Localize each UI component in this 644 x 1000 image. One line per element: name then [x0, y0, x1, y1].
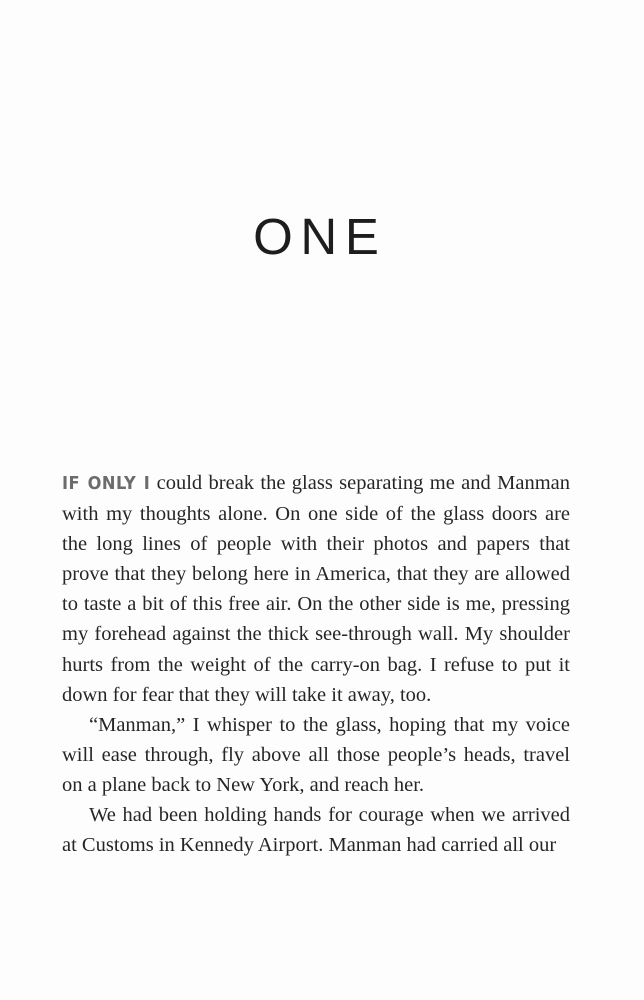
lead-in-phrase: IF ONLY I	[62, 473, 151, 494]
paragraph: “Manman,” I whisper to the glass, hoping that my voice will ease through, fly above all those people’s heads, travel on a plane back to New York, and reach her.	[62, 713, 570, 796]
body-text	[62, 468, 570, 860]
paragraph-opening	[62, 468, 570, 710]
paragraph-opening-text: could break the glass separating me and Manman with my thoughts alone. On one side of the glass doors are the long lines of people with their photos and papers that prove that they belong here in America, that they are allowed to taste a bit of this free air. On the other side is me, pressing my forehead against the thick see-through wall. My shoulder hurts from the weight of the carry-on bag. I refuse to put it down for fear that they will take it away, too.	[62, 472, 570, 706]
paragraph: We had been holding hands for courage when we arrived at Customs in Kennedy Airport. Manman had carried all our	[62, 804, 570, 857]
chapter-title: ONE	[253, 208, 387, 265]
